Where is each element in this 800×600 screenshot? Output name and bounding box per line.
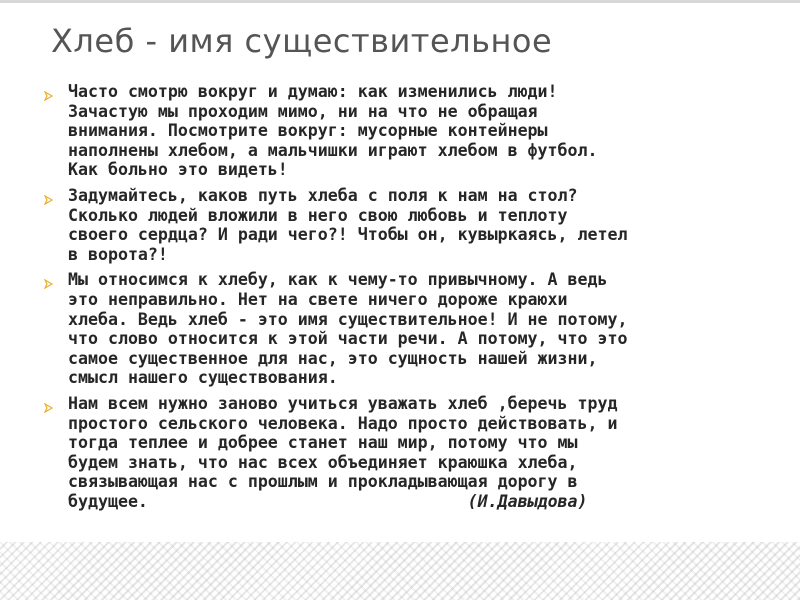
text-line: простого сельского человека. Надо просто действовать, и <box>68 413 618 433</box>
paragraph-text <box>68 82 779 180</box>
text-line: связывающая нас с прошлым и прокладывающая дорогу в <box>68 472 578 492</box>
text-line: самое существенное для нас, это сущность нашей жизни, <box>68 348 598 368</box>
author-signature: (И.Давыдова) <box>467 491 588 511</box>
text-line: хлеба. Ведь хлеб - это имя существительное! И не потому, <box>68 309 628 329</box>
paragraph-text <box>68 394 779 512</box>
text-line: это неправильно. Нет на свете ничего дороже краюхи <box>68 289 568 309</box>
paragraph-text <box>68 270 779 388</box>
text-line: Часто смотрю вокруг и думаю: как изменились люди! <box>68 82 558 101</box>
decorative-footer-pattern <box>0 542 800 600</box>
last-line-start: будущее. <box>68 491 148 511</box>
text-line: будем знать, что нас всех объединяет краюшка хлеба, <box>68 452 578 472</box>
text-line: Мы относимся к хлебу, как к чему-то привычному. А ведь <box>68 270 608 290</box>
top-rule <box>0 0 800 3</box>
outline-arrow-bullet-icon <box>44 279 54 289</box>
text-line: Как больно это видеть! <box>68 160 288 180</box>
bullet-paragraph-3 <box>44 270 779 388</box>
bullet-paragraph-2 <box>44 186 779 264</box>
text-line: Задумайтесь, каков путь хлеба с поля к нам на стол? <box>68 185 578 205</box>
text-line: в ворота?! <box>68 244 168 264</box>
outline-arrow-bullet-icon <box>44 91 54 101</box>
bullet-paragraph-4 <box>44 394 779 512</box>
text-line: Зачастую мы проходим мимо, ни на что не обращая <box>68 101 538 121</box>
slide-title: Хлеб - имя существительное <box>51 22 553 60</box>
text-line: что слово относится к этой части речи. А потому, что это <box>68 329 628 349</box>
outline-arrow-bullet-icon <box>44 403 54 413</box>
paragraph-text <box>68 186 779 264</box>
text-line: наполнены хлебом, а мальчишки играют хлебом в футбол. <box>68 140 598 160</box>
slide-body <box>44 82 779 517</box>
text-line: тогда теплее и добрее станет наш мир, потому что мы <box>68 433 578 453</box>
outline-arrow-bullet-icon <box>44 195 54 205</box>
text-line: своего сердца? И ради чего?! Чтобы он, кувыркаясь, летел <box>68 225 628 245</box>
text-line: смысл нашего существования. <box>68 368 338 388</box>
text-line: Сколько людей вложили в него свою любовь и теплоту <box>68 205 568 225</box>
last-line <box>68 492 779 512</box>
text-line: внимания. Посмотрите вокруг: мусорные контейнеры <box>68 121 548 141</box>
bullet-paragraph-1 <box>44 82 779 180</box>
text-line: Нам всем нужно заново учиться уважать хлеб ,беречь труд <box>68 393 618 413</box>
